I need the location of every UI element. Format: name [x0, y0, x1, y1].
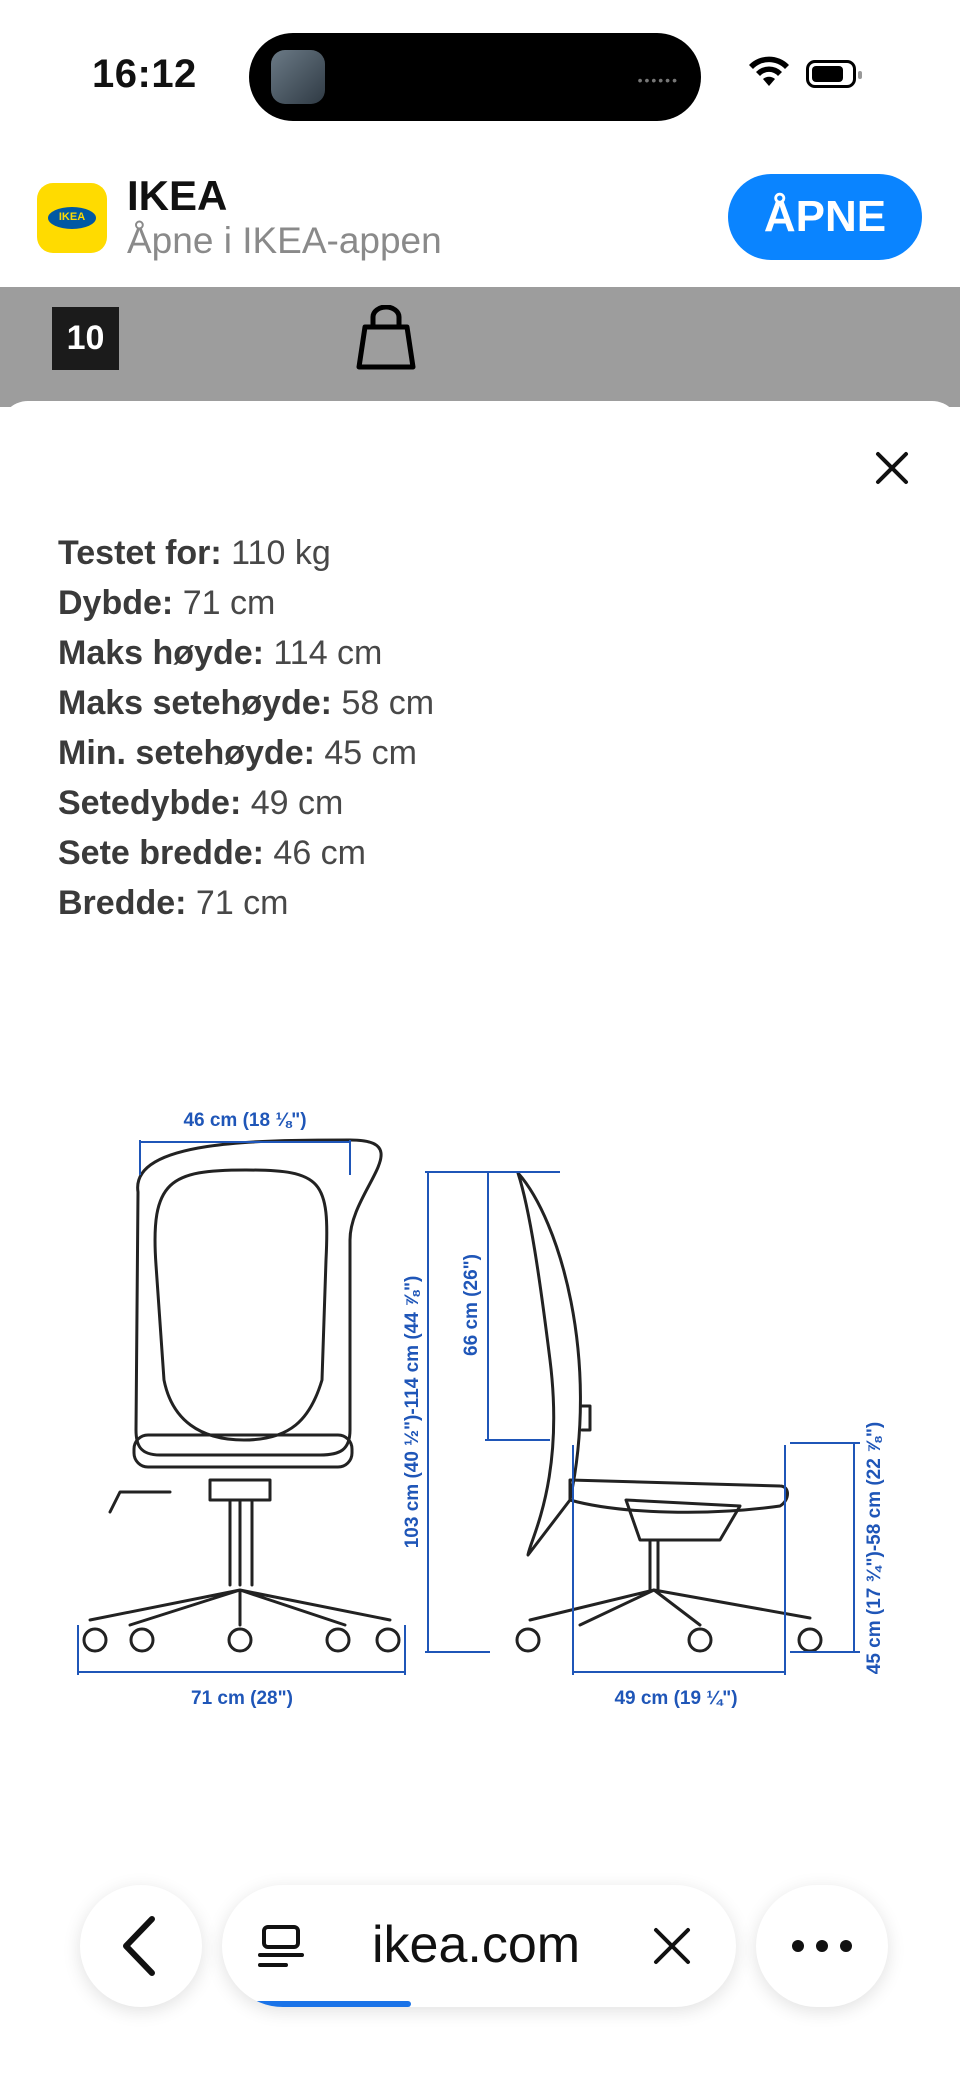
cart-count-badge[interactable]: 10 — [52, 307, 119, 370]
spec-row: Maks høyde: 114 cm — [58, 634, 383, 672]
page-load-progress — [252, 2001, 411, 2007]
reader-tabs-icon[interactable] — [256, 1923, 306, 1971]
ikea-logo-icon[interactable] — [37, 183, 107, 253]
dynamic-island[interactable] — [249, 33, 701, 121]
more-dots-icon — [756, 1885, 888, 2007]
spec-row: Min. setehøyde: 45 cm — [58, 734, 417, 772]
chair-dimension-diagram — [60, 1100, 900, 1720]
activity-dots-icon: •••••• — [637, 72, 679, 88]
spec-row: Maks setehøyde: 58 cm — [58, 684, 435, 722]
now-playing-artwork — [271, 50, 325, 104]
page-header-dimmed — [0, 287, 960, 407]
total-width-label: 71 cm (28") — [191, 1688, 293, 1709]
logo-text: IKEA — [58, 211, 86, 223]
chair-front-view — [84, 1140, 399, 1651]
chevron-left-icon — [80, 1885, 202, 2007]
seat-height-label: 45 cm (17 ¾")-58 cm (22 ⅞") — [864, 1421, 885, 1675]
shopping-bag-icon[interactable] — [355, 305, 417, 371]
app-name: IKEA — [127, 172, 228, 219]
spec-row: Setedybde: 49 cm — [58, 784, 344, 822]
seat-width-label: 46 cm (18 ⅛") — [183, 1110, 307, 1131]
back-button[interactable] — [80, 1885, 202, 2007]
url-text: ikea.com — [372, 1916, 581, 1974]
back-height-label: 66 cm (26") — [461, 1254, 482, 1356]
close-icon[interactable] — [872, 448, 912, 488]
battery-icon — [806, 60, 856, 88]
wifi-icon — [748, 56, 790, 88]
app-subtitle: Åpne i IKEA-appen — [127, 220, 442, 261]
chair-side-view — [517, 1173, 821, 1651]
open-app-button[interactable]: ÅPNE — [728, 174, 922, 260]
spec-row: Testet for: 110 kg — [58, 534, 331, 572]
spec-row: Dybde: 71 cm — [58, 584, 276, 622]
spec-row: Bredde: 71 cm — [58, 884, 289, 922]
more-menu-button[interactable] — [756, 1885, 888, 2007]
clear-url-icon[interactable] — [652, 1926, 692, 1966]
status-bar — [0, 0, 960, 150]
address-bar[interactable] — [222, 1885, 736, 2007]
total-height-label: 103 cm (40 ½")-114 cm (44 ⅞") — [402, 1275, 423, 1549]
spec-row: Sete bredde: 46 cm — [58, 834, 366, 872]
seat-depth-label: 49 cm (19 ¼") — [614, 1688, 738, 1709]
spec-list — [58, 528, 908, 928]
status-time: 16:12 — [92, 52, 197, 96]
